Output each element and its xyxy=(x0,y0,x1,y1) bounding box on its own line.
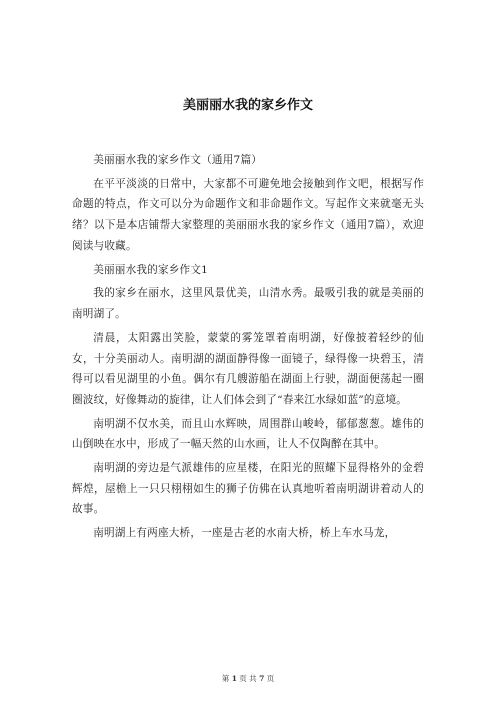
paragraph-subtitle: 美丽丽水我的家乡作文（通用7篇） xyxy=(93,154,263,166)
footer-suffix: 页 xyxy=(266,674,275,683)
footer-total-pages: 7 xyxy=(259,674,265,683)
document-title: 美丽丽水我的家乡作文 xyxy=(182,98,313,113)
footer-middle: 页 共 xyxy=(239,674,257,683)
footer-page-number: 1 xyxy=(231,674,237,683)
section-heading: 美丽丽水我的家乡作文1 xyxy=(93,263,209,276)
paragraph: 清晨，太阳露出笑脸，蒙蒙的雾笼罩着南明湖，好像披着轻纱的仙女，十分美丽动人。南明湖的湖面静得像一面镜子，绿得像一块碧玉，清得可以看见湖里的小鱼。偶尔有几艘游船在湖面上行驶，湖面便荡起一圈圈波纹，好像舞动的旋律，让人们体会到了“春来江水绿如蓝”的意境。 xyxy=(72,331,424,406)
paragraph-intro: 在平平淡淡的日常中，大家都不可避免地会接触到作文吧，根据写作命题的特点，作文可以分为命题作文和非命题作文。写起作文来就毫无头绪？以下是本店铺帮大家整理的美丽丽水我的家乡作文（通用7篇），欢迎阅读与收藏。 xyxy=(72,177,424,252)
paragraph: 南明湖的旁边是气派雄伟的应星楼，在阳光的照耀下显得格外的金碧辉煌，屋檐上一只只栩栩如生的狮子仿佛在认真地听着南明湖讲着动人的故事。 xyxy=(72,462,424,516)
paragraph: 我的家乡在丽水，这里风景优美，山清水秀。最吸引我的就是美丽的南明湖了。 xyxy=(72,287,424,321)
paragraph: 南明湖不仅水美，而且山水辉映，周围群山峻岭，郁郁葱葱。雄伟的山倒映在水中，形成了一幅天然的山水画，让人不仅陶醉在其中。 xyxy=(72,417,424,451)
footer-prefix: 第 xyxy=(221,674,230,683)
paragraph: 南明湖上有两座大桥，一座是古老的水南大桥，桥上车水马龙， xyxy=(93,527,396,540)
document-body xyxy=(72,150,424,547)
page-footer xyxy=(0,673,496,684)
